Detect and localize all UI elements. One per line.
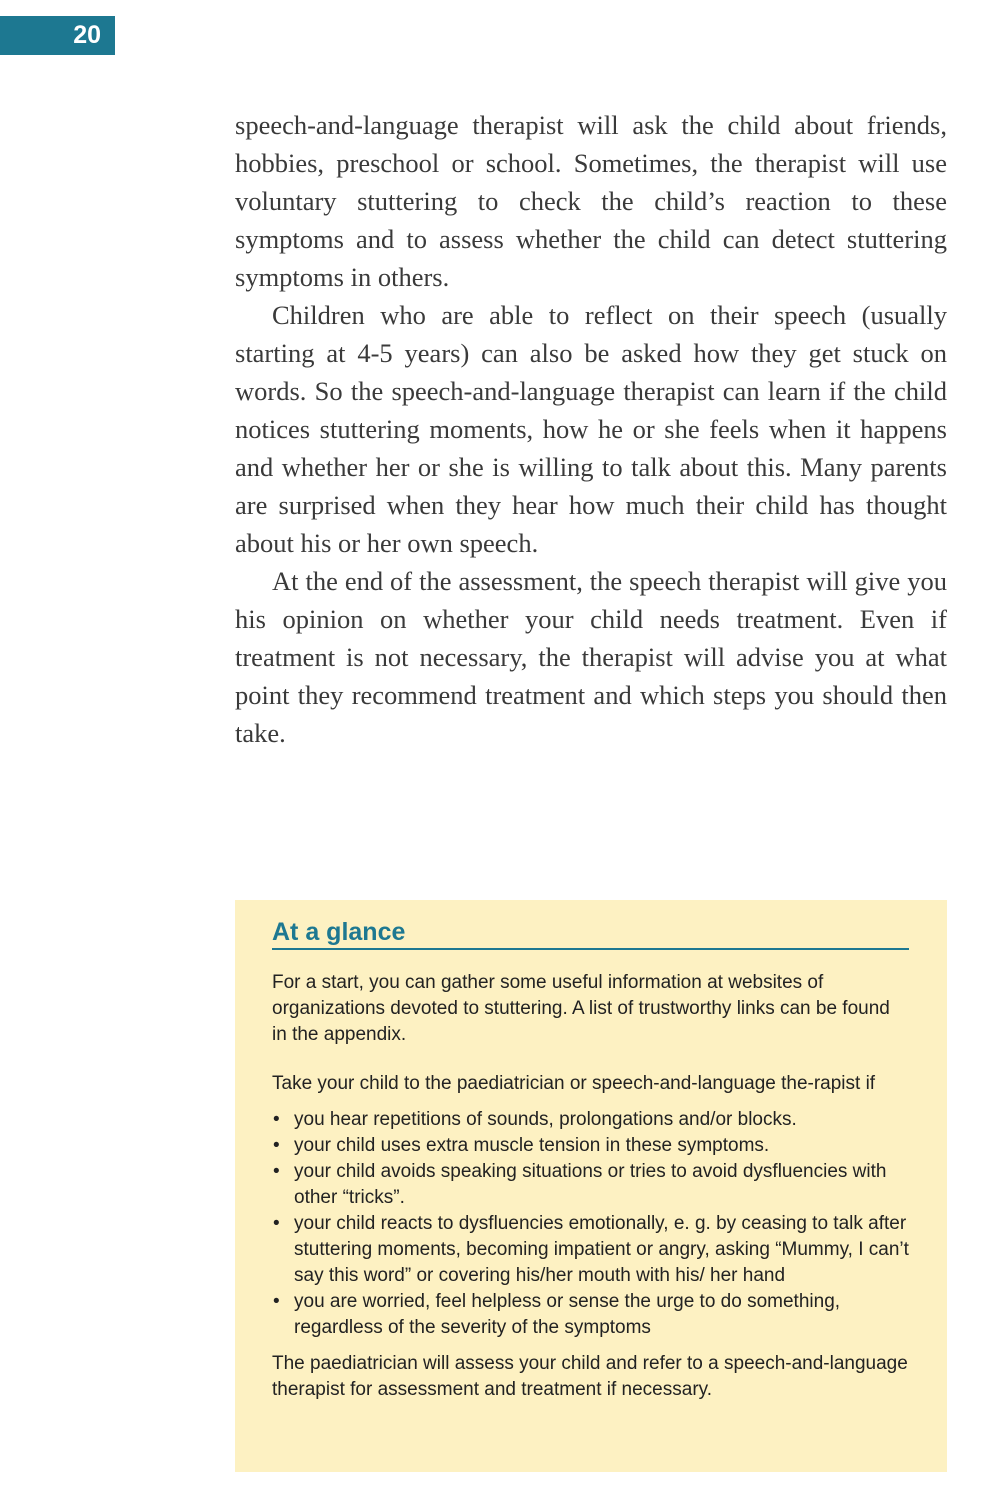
list-item-text: you are worried, feel helpless or sense the urge to do something, regardless of the severity of the symptoms: [294, 1291, 841, 1338]
glance-closing: The paediatrician will assess your child and refer to a speech-and-language therapist for assessment and treatment if necessary.: [272, 1353, 908, 1400]
list-item: [272, 1211, 909, 1289]
bullet-icon: •: [273, 1213, 280, 1234]
bullet-icon: •: [273, 1109, 280, 1130]
page-number: 20: [73, 21, 101, 49]
body-paragraph-3: At the end of the assessment, the speech therapist will give you his opinion on whether your child needs treatment. Even if treatment is not necessary, the therapist will advise you at what point they recommend treatment and which steps you should then take.: [235, 566, 947, 748]
bullet-icon: •: [273, 1291, 280, 1312]
glance-bullet-list: [272, 1107, 909, 1341]
list-item-text: your child avoids speaking situations or tries to avoid dysfluencies with other “tricks”.: [294, 1161, 887, 1208]
bullet-icon: •: [273, 1135, 280, 1156]
list-item-text: your child reacts to dysfluencies emotionally, e. g. by ceasing to talk after stuttering moments, becoming impatient or angry, asking “Mummy, I can’t say this word” or covering his/her mouth with his/ her hand: [294, 1213, 909, 1286]
glance-intro: For a start, you can gather some useful information at websites of organizations devoted to stuttering. A list of trustworthy links can be found in the appendix.: [272, 972, 890, 1045]
list-item-text: your child uses extra muscle tension in these symptoms.: [294, 1135, 770, 1156]
list-item: [272, 1159, 909, 1211]
at-a-glance-content: [272, 916, 909, 1403]
body-paragraph-1: speech-and-language therapist will ask the child about friends, hobbies, preschool or school. Sometimes, the therapist will use voluntary stuttering to check the child’s reaction to these symptoms and to assess whether the child can detect stuttering symptoms in others.: [235, 110, 947, 292]
body-text: [235, 106, 947, 752]
list-item-text: you hear repetitions of sounds, prolongations and/or blocks.: [294, 1109, 797, 1130]
at-a-glance-box: [235, 900, 947, 1472]
body-paragraph-2: Children who are able to reflect on their speech (usually starting at 4-5 years) can also be asked how they get stuck on words. So the speech-and-language therapist can learn if the child notices stuttering moments, how he or she feels when it happens and whether her or she is willing to talk about this. Many parents are surprised when they hear how much their child has thought about his or her own speech.: [235, 300, 947, 558]
page-number-tab: [0, 16, 115, 55]
bullet-icon: •: [273, 1161, 280, 1182]
at-a-glance-title: At a glance: [272, 916, 909, 950]
glance-lead: Take your child to the paediatrician or speech-and-language the-rapist if: [272, 1073, 876, 1094]
list-item: [272, 1107, 909, 1133]
list-item: [272, 1133, 909, 1159]
list-item: [272, 1289, 909, 1341]
